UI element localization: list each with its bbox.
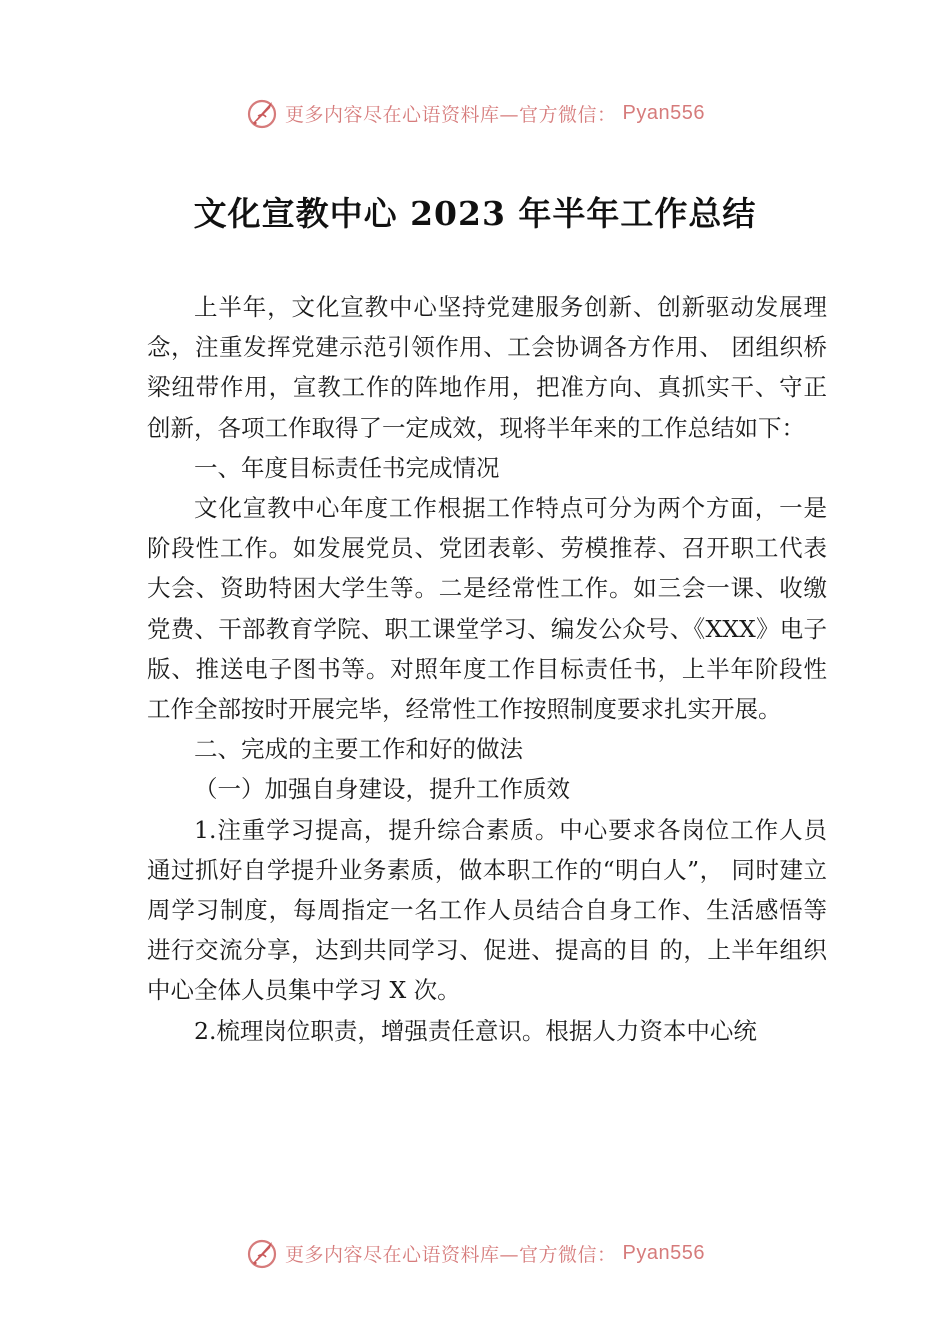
item-2-paragraph: 2.梳理岗位职责，增强责任意识。根据人力资本中心统 [194,1016,757,1045]
watermark-wechat-id: Pyan556 [622,1241,705,1264]
document-body [147,287,827,1051]
intro-paragraph: 上半年，文化宣教中心坚持党建服务创新、创新驱动发展理念，注重发挥党建示范引领作用、工会协调各方作用、 团组织桥梁纽带作用，宣教工作的阵地作用，把准方向、真抓实干、守正创新，各项工作取得了一定成效，现将半年来的工作总结如下： [147,293,827,442]
item-1-paragraph: 1.注重学习提高，提升综合素质。中心要求各岗位工作人员通过抓好自学提升业务素质，做本职工作的“明白人”， 同时建立周学习制度，每周指定一名工作人员结合自身工作、生活感悟等进行交流分享，达到共同学习、促进、提高的目 的，上半年组织中心全体人员集中学习 X 次。 [147,815,827,1005]
watermark-text: 更多内容尽在心语资料库—官方微信： [285,1243,617,1266]
section-heading-1: 一、年度目标责任书完成情况 [194,453,500,482]
watermark-footer [0,1236,950,1270]
quill-pen-seal-icon [245,1236,279,1270]
document-title: 文化宣教中心 2023 年半年工作总结 [193,194,757,233]
section-1-paragraph: 文化宣教中心年度工作根据工作特点可分为两个方面，一是阶段性工作。如发展党员、党团表彰、劳模推荐、召开职工代表大会、资助特困大学生等。二是经常性工作。如三会一课、收缴党费、干部教育学院、职工课堂学习、编发公众号、《XXX》电子版、推送电子图书等。对照年度工作目标责任书，上半年阶段性工作全部按时开展完毕，经常性工作按照制度要求扎实开展。 [147,494,827,724]
watermark-header [0,96,950,130]
subsection-heading-1: （一）加强自身建设，提升工作质效 [194,775,570,804]
watermark-wechat-id: Pyan556 [622,101,705,124]
section-heading-2: 二、完成的主要工作和好的做法 [194,735,523,764]
watermark-text: 更多内容尽在心语资料库—官方微信： [285,103,617,126]
quill-pen-seal-icon [245,96,279,130]
